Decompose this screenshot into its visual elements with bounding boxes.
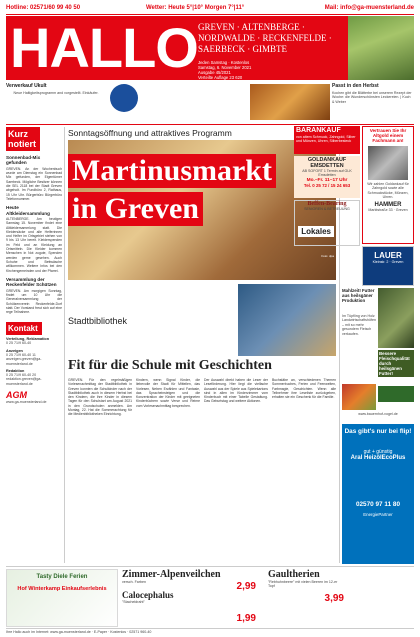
sidebar-p3: GREVEN. Am morgigen Sonntag, findet um 10 Uhr die Generalversammlung der Schützenverein Reckenfelde-Dorf statt. Der Vorstand freut sich auf eine rege Teilnahme.	[6, 288, 62, 315]
calo-sub: "Stacheldraht"	[122, 600, 145, 605]
contact-sub: Verteilung, Reklamation	[6, 337, 50, 342]
hof-sub: Hof Winterkamp Einkaufserlebnis	[17, 586, 107, 592]
teaser-right-title: Passt in den Herbst	[332, 83, 379, 89]
masthead-info-2: Samstag, 6. November 2021	[198, 65, 252, 70]
contact-phone[interactable]: 0 25 71/9 60-40	[6, 341, 32, 346]
aral-title: Das gibt's nur bei flip!	[344, 428, 412, 435]
goldankauf-title: GOLDANKAUF EMSDETTEN	[307, 157, 347, 169]
second-story-col-1: GREVEN. Für den regelmäßigen Vorlesenachmittag der Stadtbibliothek in Greven konnten die Schulkinder nach der Stadtbibliothek auch in diesem Herbst bei den Kindern, die ihre Kinder in diesem Tagen für den Schulstart am August 2021 in den Grundschulen anmelden. Am Montag, 22. Hat die Sommerachtung für die Medienbibliotheken Einrichtung.	[68, 378, 132, 417]
masthead-places: GREVEN · ALTENBERGE · NORDWALDE · RECKENFELDE · SAERBECK · GIMBTE	[198, 22, 332, 54]
zimmer-ad[interactable]	[122, 569, 262, 627]
second-story-col-2: Kindern, wenn Signal Kinder, die liebevolle der Stadt für Mitteilen, das Vorlesen, Neben Erzählen und Fantasie, das Spracheinsteigen und die Konzentration der Kinder mit geeigneten Kinderbüchern sowie Verse und Reime vom Vorlesenachmittag besprechen.	[136, 378, 200, 408]
teaser-left-title: Verwerkauf Ukult	[6, 83, 47, 89]
masthead-info	[198, 60, 348, 80]
gaul-ad[interactable]	[268, 569, 344, 627]
teaser-left-logo	[110, 84, 138, 112]
second-story-col-3: Der Auswahl direkt haben die Leser der Leseförderung. Hier liegt die vielfache Auswahl aus der Spiele aus Spielekartons sind in allen im Kinderzimmer vom Kinderbuch mit einer Tabelle Gestaltung. Das Geburtstag und weitere Aktionen.	[204, 378, 268, 404]
kitchen-title: Mahlzeit! Futter aus heilsgäner Produktion	[342, 288, 375, 303]
aral-ad[interactable]	[342, 424, 414, 564]
sidebar-p1: GREVEN. An der Wochenbuch wurde am Dienstag ein Sonnenbad Mix gefunden, der Eigentümer Saerbeck. Mögliche Besitzer können die SEL 2118 bei der Stadt Greven abgeholt. Im Fundbüro 2, Rathaus, 15 Uhr Uhr. Bürgerbüro Bürgerbüro Telefonnummer.	[6, 166, 62, 201]
apple-ad[interactable]	[342, 384, 414, 420]
masthead-info-4: Verteilte Auflage 23 620	[198, 75, 243, 80]
second-story-col-4: Buchstäbe an, verschiedenen Themen Sommerbuches, Ferien und Feenwelten, Farbmagie, Geschichten. Wenn alle Teilnehmer ihre Leseliste zurückgeben, erhalten sie ein Geschenk für die Familie.	[272, 378, 336, 400]
second-story-title: Fit für die Schule mit Geschichten	[68, 358, 272, 373]
contact-red: Redaktion	[6, 369, 25, 374]
sidebar-h3: Versammlung der Reckenfelder Schützen	[6, 276, 57, 288]
weather-text: Wetter: Heute 5°|10° Morgen 7°|11°	[146, 5, 245, 11]
kitchen-right: Bessere Fleischqualität durch heilsgänen Futter!	[378, 350, 414, 377]
main-story-title-1: Martinusmarkt	[68, 154, 276, 188]
goldankauf-phone[interactable]: Tel. 0 25 72 / 15 24 653	[303, 182, 351, 188]
hotline-text: Hotline: 02571/60 99 40 50	[6, 5, 81, 11]
masthead-herb-photo	[348, 16, 414, 80]
energie-logo: EnergiePartner	[363, 512, 393, 517]
aral-brand: gut + günstig	[363, 449, 393, 455]
gaul-price: 3,99	[324, 592, 344, 604]
sidebar-p2: ALTENBERGE. Am heutigen Samstag 15. November findet eine Altkleidersammlung statt. Die Kleidersäcke und alle Helferinnen und Helfer im Ortsgebiet stehen von 9 bis 13 Uhr bereit. Kleiderspenden im Feld und an Kleidung an Ortsmitteln. Die Kleider kommen Menschen in Not zugute, Spenden werden gerne gesehen. Auch Schuhe und Bettwäsche willkommen. Weitere Infos bei den Kirchengemeinden und der Pfarrei.	[6, 217, 62, 273]
altgold-photo	[368, 146, 408, 180]
contact-ads: Anzeigen	[6, 348, 23, 353]
kitchen-ad[interactable]	[342, 288, 414, 380]
zimmer-sub: versch. Farben	[122, 580, 146, 584]
contact-ads-mail[interactable]: anzeigen.greven@ga-muensterland.de	[6, 357, 42, 366]
goldankauf-box[interactable]	[294, 156, 360, 198]
barankauf-title: BARANKAUF	[296, 127, 341, 134]
barankauf-text: von altem Schmuck, Zahngold, Silber und Münzen, Uhren, Silberbesteck	[296, 135, 356, 144]
kitchen-photo	[378, 288, 414, 348]
kurz-notiert-header: Kurz notiert	[6, 127, 40, 151]
contact-web[interactable]: www.ga-muensterland.de	[6, 400, 47, 405]
second-story-kicker: Stadtbibliothek	[68, 316, 128, 326]
main-story-title-2: in Greven	[68, 192, 203, 226]
aral-phone[interactable]: 02570 97 11 80	[355, 501, 401, 508]
teaser-left[interactable]	[6, 83, 106, 123]
altgold-text: Wir zahlen Goldankauf für Zahngold sowie alle Schmuckstücke, Münzen, Uhren.	[367, 182, 409, 200]
bottom-ads	[6, 566, 414, 628]
hallo-logo: HALLO	[10, 16, 198, 79]
lauer-box[interactable]	[362, 246, 414, 286]
teaser-right-photo	[250, 84, 330, 120]
goldankauf-hours: Mo.–Fr. 11–17 Uhr	[306, 177, 348, 183]
main-story-photo-credit: Foto: dpa	[321, 254, 334, 258]
calo-price: 1,99	[236, 613, 256, 624]
teaser-left-text: Neue Haltigkeitsprogramm and vorgestellt. Einkäufer.	[13, 91, 99, 95]
gaul-sub: "Rebhuhnbeere" mit vielen Beeren im 12-er Topf	[268, 580, 338, 589]
agm-logo: AGM	[6, 390, 27, 401]
hof-ad[interactable]	[6, 569, 118, 627]
apple-site[interactable]: www.bauernhof-vogel.de	[358, 412, 398, 416]
kitchen-text: Im Tüpfling von Holz Landwirtschaftshöfen – mit so mehr gesundem Fleisch verkaufen.	[342, 314, 376, 336]
contact-red-phone[interactable]: 0 25 71/9 60-40 20	[6, 373, 37, 378]
contact-ads-phone[interactable]: 0 25 71/9 60-40 11	[6, 352, 36, 357]
goldankauf-sub: AB SOFORT 1 Termin auf GLK Emsdetten	[302, 169, 352, 178]
apple-logo	[378, 386, 414, 402]
sidebar-h2: Heute Altkleidersammlung	[6, 205, 50, 216]
seniors-sub: SENIOREN & BETREUUNG	[304, 207, 350, 211]
contact-red-mail[interactable]: redaktion.greven@ga-muensterland.de	[6, 377, 42, 386]
footer-text: Ihre Hallo auch im Internet: www.ga-muensterland.de · E-Paper · Kostenlos · 02571 960-40	[6, 630, 152, 634]
main-story-tag: Lokales	[298, 226, 334, 237]
lauer-logo: LAUER	[374, 251, 402, 260]
main-story-kicker: Sonntagsöffnung und attraktives Programm	[68, 128, 232, 138]
hammer-address: Marktstraße 33 · Greven	[368, 207, 408, 212]
teaser-right[interactable]	[332, 83, 412, 123]
sidebar-h1: Sonnenbad-Mix gefunden	[6, 155, 41, 166]
masthead-info-3: Ausgabe 45/2021	[198, 70, 231, 75]
second-story-photo	[238, 284, 336, 356]
aral-product: Aral HeizölEcoPlus	[350, 455, 406, 461]
seniors-title: Beffen-Bearing	[307, 201, 347, 207]
teaser-right-text: Kochen gibt die Blätterbe bei unserem Rezept der Woche: die Wunderschönsten Leckereien. | Kuch & Weber	[332, 91, 412, 104]
hammer-logo: HAMMER	[374, 201, 402, 208]
mail-text: Mail: info@ga-muensterland.de	[324, 5, 414, 11]
teaser-rule	[6, 124, 414, 125]
top-rule	[6, 14, 414, 15]
sidebar-divider	[64, 127, 65, 563]
apple-photo	[342, 384, 376, 410]
hof-title: Tasty Diele Ferien	[36, 574, 88, 580]
masthead-info-1: Jeden Samstag · Kostenlos	[198, 60, 250, 65]
kontakt-header: Kontakt	[6, 322, 42, 335]
gaul-title: Gaultherien	[268, 569, 320, 580]
masthead	[6, 16, 414, 80]
zimmer-price: 2,99	[236, 581, 256, 592]
top-bar	[6, 2, 414, 14]
altgold-box[interactable]	[362, 126, 414, 244]
altgold-title: Vertrauen Sie Ihr Altgold einem Fachmann an!	[369, 128, 407, 143]
barankauf-box[interactable]	[294, 126, 360, 154]
zimmer-title: Zimmer-Alpenveilchen	[122, 569, 221, 580]
calo-title: Calocephalus	[122, 590, 174, 601]
seniors-box[interactable]	[294, 200, 360, 246]
left-sidebar	[6, 127, 62, 563]
lauer-sub: Kleinstr. 2 · Greven	[372, 260, 404, 264]
footer	[6, 628, 414, 636]
